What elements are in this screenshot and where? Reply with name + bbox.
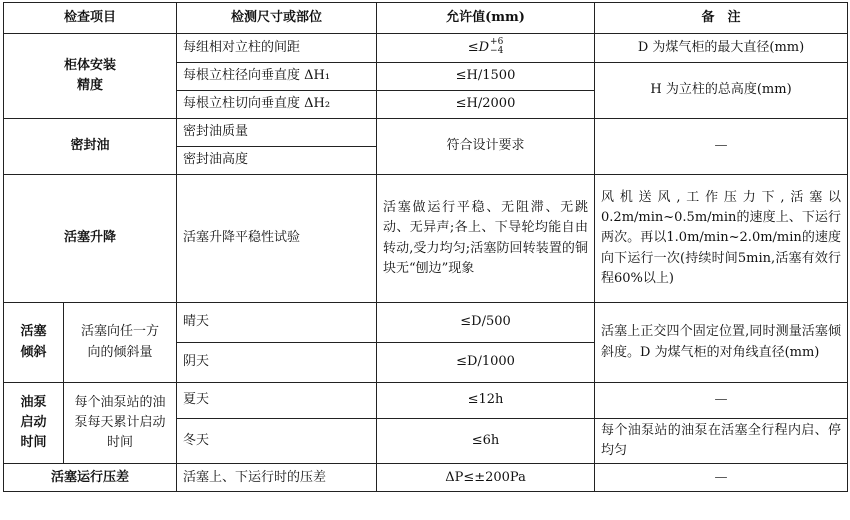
pump-position-2: 冬天: [177, 419, 377, 464]
cabinet-position-3: 每根立柱切向垂直度 ΔH₂: [177, 91, 377, 119]
pressure-remark: —: [595, 464, 848, 492]
seal-allowance: 符合设计要求: [377, 119, 595, 175]
pump-remark-1: —: [595, 383, 848, 419]
tilt-allowance-1: ≤D/500: [377, 303, 595, 343]
lift-allowance: 活塞做运行平稳、无阻滞、无跳动、无异声;各上、下导轮均能自由转动,受力均匀;活塞防回转装置的铜块无“刨边”现象: [377, 175, 595, 303]
pump-sublabel: 每个油泵站的油泵每天累计启动时间: [64, 383, 177, 464]
lift-position: 活塞升降平稳性试验: [177, 175, 377, 303]
tilt-sublabel: 活塞向任一方向的倾斜量: [64, 303, 177, 383]
pump-label: 油泵启动时间: [4, 383, 64, 464]
seal-remark: —: [595, 119, 848, 175]
cabinet-label: 柜体安装精度: [4, 34, 177, 119]
pressure-label: 活塞运行压差: [4, 464, 177, 492]
header-position: 检测尺寸或部位: [177, 3, 377, 34]
table-row: [4, 175, 848, 303]
seal-position-2: 密封油高度: [177, 147, 377, 175]
table-row: [4, 34, 848, 63]
pump-remark-2: 每个油泵站的油泵在活塞全行程内启、停均匀: [595, 419, 848, 464]
header-row: [4, 3, 848, 34]
lift-remark: 风机送风,工作压力下,活塞以0.2m/min~0.5m/min的速度上、下运行两次。再以1.0m/min~2.0m/min的速度向下运行一次(持续时间5min,活塞有效行程60%以上): [595, 175, 848, 303]
cabinet-position-1: 每组相对立柱的间距: [177, 34, 377, 63]
header-allowance: 允许值(mm): [377, 3, 595, 34]
header-item: 检查项目: [4, 3, 177, 34]
tilt-allowance-2: ≤D/1000: [377, 343, 595, 383]
cabinet-remark-2: H 为立柱的总高度(mm): [595, 63, 848, 119]
cabinet-allowance-1: ≤D +6 −4: [377, 34, 595, 63]
tilt-position-2: 阴天: [177, 343, 377, 383]
cabinet-remark-1: D 为煤气柜的最大直径(mm): [595, 34, 848, 63]
seal-position-1: 密封油质量: [177, 119, 377, 147]
seal-label: 密封油: [4, 119, 177, 175]
lift-label: 活塞升降: [4, 175, 177, 303]
header-remark: 备 注: [595, 3, 848, 34]
table-row: [4, 383, 848, 419]
pressure-position: 活塞上、下运行时的压差: [177, 464, 377, 492]
table-row: [4, 119, 848, 147]
cabinet-allowance-3: ≤H/2000: [377, 91, 595, 119]
pump-position-1: 夏天: [177, 383, 377, 419]
pump-allowance-1: ≤12h: [377, 383, 595, 419]
table-row: [4, 464, 848, 492]
tilt-remark: 活塞上正交四个固定位置,同时测量活塞倾斜度。D 为煤气柜的对角线直径(mm): [595, 303, 848, 383]
tilt-position-1: 晴天: [177, 303, 377, 343]
cabinet-position-2: 每根立柱径向垂直度 ΔH₁: [177, 63, 377, 91]
tilt-label: 活塞倾斜: [4, 303, 64, 383]
cabinet-allowance-2: ≤H/1500: [377, 63, 595, 91]
table-row: [4, 303, 848, 343]
pump-allowance-2: ≤6h: [377, 419, 595, 464]
pressure-allowance: ΔP≤±200Pa: [377, 464, 595, 492]
inspection-table: [3, 2, 848, 492]
